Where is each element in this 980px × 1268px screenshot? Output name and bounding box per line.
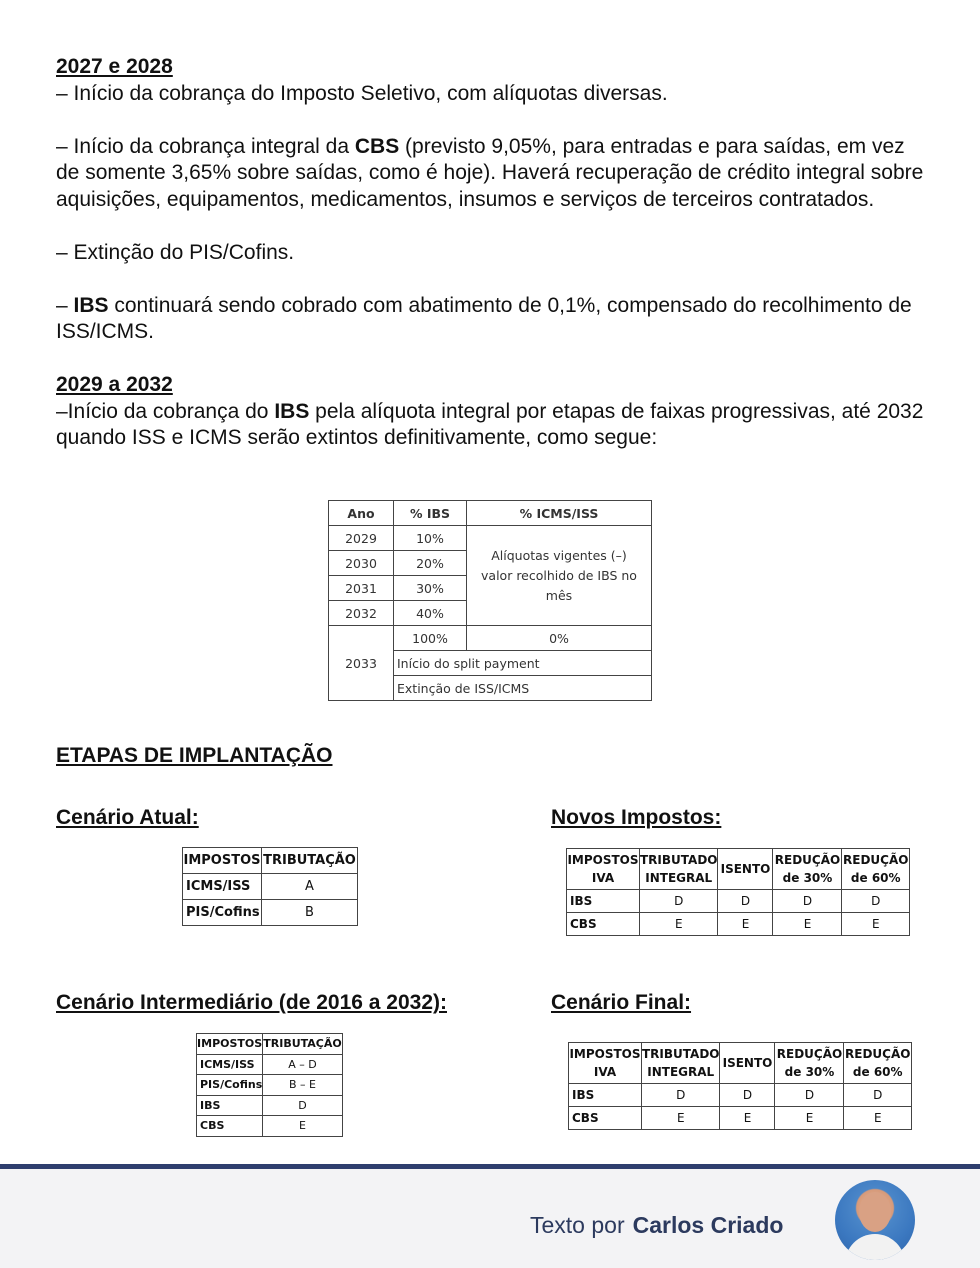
cell-imposto: CBS xyxy=(567,913,640,936)
cenario-atual-heading: Cenário Atual: xyxy=(56,806,199,829)
cell-imposto: CBS xyxy=(197,1116,263,1137)
cell-value: D xyxy=(775,1084,844,1107)
th-isento: ISENTO xyxy=(718,849,773,890)
th-reducao-30: REDUÇÃO de 30% xyxy=(775,1043,844,1084)
cell-ibs: 30% xyxy=(394,576,467,601)
cenario-intermediario-table xyxy=(196,1033,343,1137)
cell-value: E xyxy=(844,1107,912,1130)
ibs-schedule-table xyxy=(328,500,652,701)
etapas-heading: ETAPAS DE IMPLANTAÇÃO xyxy=(56,744,333,767)
cell-value: D xyxy=(844,1084,912,1107)
th-impostos: IMPOSTOS xyxy=(183,848,262,874)
cell-imposto: ICMS/ISS xyxy=(183,874,262,900)
th-impostos-iva: IMPOSTOS IVA xyxy=(567,849,640,890)
cell-2033-icms: 0% xyxy=(467,626,652,651)
cell-ibs: 10% xyxy=(394,526,467,551)
heading-2029: 2029 a 2032 xyxy=(56,373,173,396)
cell-tributacao: E xyxy=(263,1116,342,1137)
author-credit xyxy=(530,1212,783,1239)
th-reducao-60: REDUÇÃO de 60% xyxy=(844,1043,912,1084)
cell-value: D xyxy=(642,1084,720,1107)
paragraph-imposto-seletivo: – Início da cobrança do Imposto Seletivo, com alíquotas diversas. xyxy=(56,81,668,105)
cell-ano: 2029 xyxy=(329,526,394,551)
cell-split-payment: Início do split payment xyxy=(394,651,652,676)
th-tributacao: TRIBUTAÇÃO xyxy=(262,848,358,874)
th-ano: Ano xyxy=(329,501,394,526)
cell-tributacao: D xyxy=(263,1095,342,1116)
cell-value: E xyxy=(842,913,910,936)
cell-merged-note: Alíquotas vigentes (–) valor recolhido de IBS no mês xyxy=(467,526,652,626)
cell-imposto: IBS xyxy=(567,890,640,913)
cell-value: E xyxy=(640,913,718,936)
cell-imposto: PIS/Cofins xyxy=(183,900,262,926)
th-ibs: % IBS xyxy=(394,501,467,526)
cell-ibs: 20% xyxy=(394,551,467,576)
cell-imposto: CBS xyxy=(569,1107,642,1130)
cenario-final-heading: Cenário Final: xyxy=(551,991,692,1014)
cell-ano: 2032 xyxy=(329,601,394,626)
cell-value: D xyxy=(640,890,718,913)
th-isento: ISENTO xyxy=(720,1043,775,1084)
paragraph-2029: –Início da cobrança do IBS pela alíquota integral por etapas de faixas progressivas, até 2032 quando ISS e ICMS serão extintos definitivamente, como segue: xyxy=(56,399,924,449)
cell-value: D xyxy=(720,1084,775,1107)
paragraph-ibs: – IBS continuará sendo cobrado com abatimento de 0,1%, compensado do recolhimento de ISS/ICMS. xyxy=(56,293,912,343)
cell-value: E xyxy=(720,1107,775,1130)
cell-tributacao: B – E xyxy=(263,1075,342,1096)
th-impostos-iva: IMPOSTOS IVA xyxy=(569,1043,642,1084)
heading-2027: 2027 e 2028 xyxy=(56,55,173,78)
th-icms: % ICMS/ISS xyxy=(467,501,652,526)
th-tributado-integral: TRIBUTADO INTEGRAL xyxy=(642,1043,720,1084)
cell-tributacao: B xyxy=(262,900,358,926)
cell-value: E xyxy=(773,913,842,936)
cell-imposto: IBS xyxy=(197,1095,263,1116)
th-reducao-30: REDUÇÃO de 30% xyxy=(773,849,842,890)
author-name: Carlos Criado xyxy=(632,1212,784,1238)
cell-value: D xyxy=(773,890,842,913)
cell-extincao: Extinção de ISS/ICMS xyxy=(394,676,652,701)
credit-prefix: Texto por xyxy=(530,1212,625,1238)
footer xyxy=(0,1169,980,1268)
cenario-intermediario-heading: Cenário Intermediário (de 2016 a 2032): xyxy=(56,991,447,1014)
th-tributado-integral: TRIBUTADO INTEGRAL xyxy=(640,849,718,890)
novos-impostos-table xyxy=(566,848,910,936)
cell-value: D xyxy=(842,890,910,913)
cenario-atual-table xyxy=(182,847,358,926)
cell-ibs: 40% xyxy=(394,601,467,626)
paragraph-cbs: – Início da cobrança integral da CBS (previsto 9,05%, para entradas e para saídas, em vez de somente 3,65% sobre saídas, como é hoje). Haverá recuperação de crédito integral sobre aquisições, equipamentos, medicamentos, insumos e serviços de terceiros contratados. xyxy=(56,134,924,211)
cell-value: E xyxy=(775,1107,844,1130)
author-photo-icon xyxy=(835,1180,915,1260)
cell-imposto: PIS/Cofins xyxy=(197,1075,263,1096)
cell-tributacao: A – D xyxy=(263,1054,342,1075)
cell-value: E xyxy=(718,913,773,936)
cell-tributacao: A xyxy=(262,874,358,900)
paragraph-pis: – Extinção do PIS/Cofins. xyxy=(56,240,295,264)
cell-ano: 2030 xyxy=(329,551,394,576)
cell-imposto: ICMS/ISS xyxy=(197,1054,263,1075)
th-reducao-60: REDUÇÃO de 60% xyxy=(842,849,910,890)
cell-2033: 2033 xyxy=(329,626,394,701)
cell-value: E xyxy=(642,1107,720,1130)
th-impostos: IMPOSTOS xyxy=(197,1034,263,1055)
cell-value: D xyxy=(718,890,773,913)
article-body xyxy=(56,54,926,452)
cell-2033-ibs: 100% xyxy=(394,626,467,651)
novos-impostos-heading: Novos Impostos: xyxy=(551,806,722,829)
th-tributacao: TRIBUTAÇÃO xyxy=(263,1034,342,1055)
cenario-final-table xyxy=(568,1042,912,1130)
cell-imposto: IBS xyxy=(569,1084,642,1107)
cell-ano: 2031 xyxy=(329,576,394,601)
